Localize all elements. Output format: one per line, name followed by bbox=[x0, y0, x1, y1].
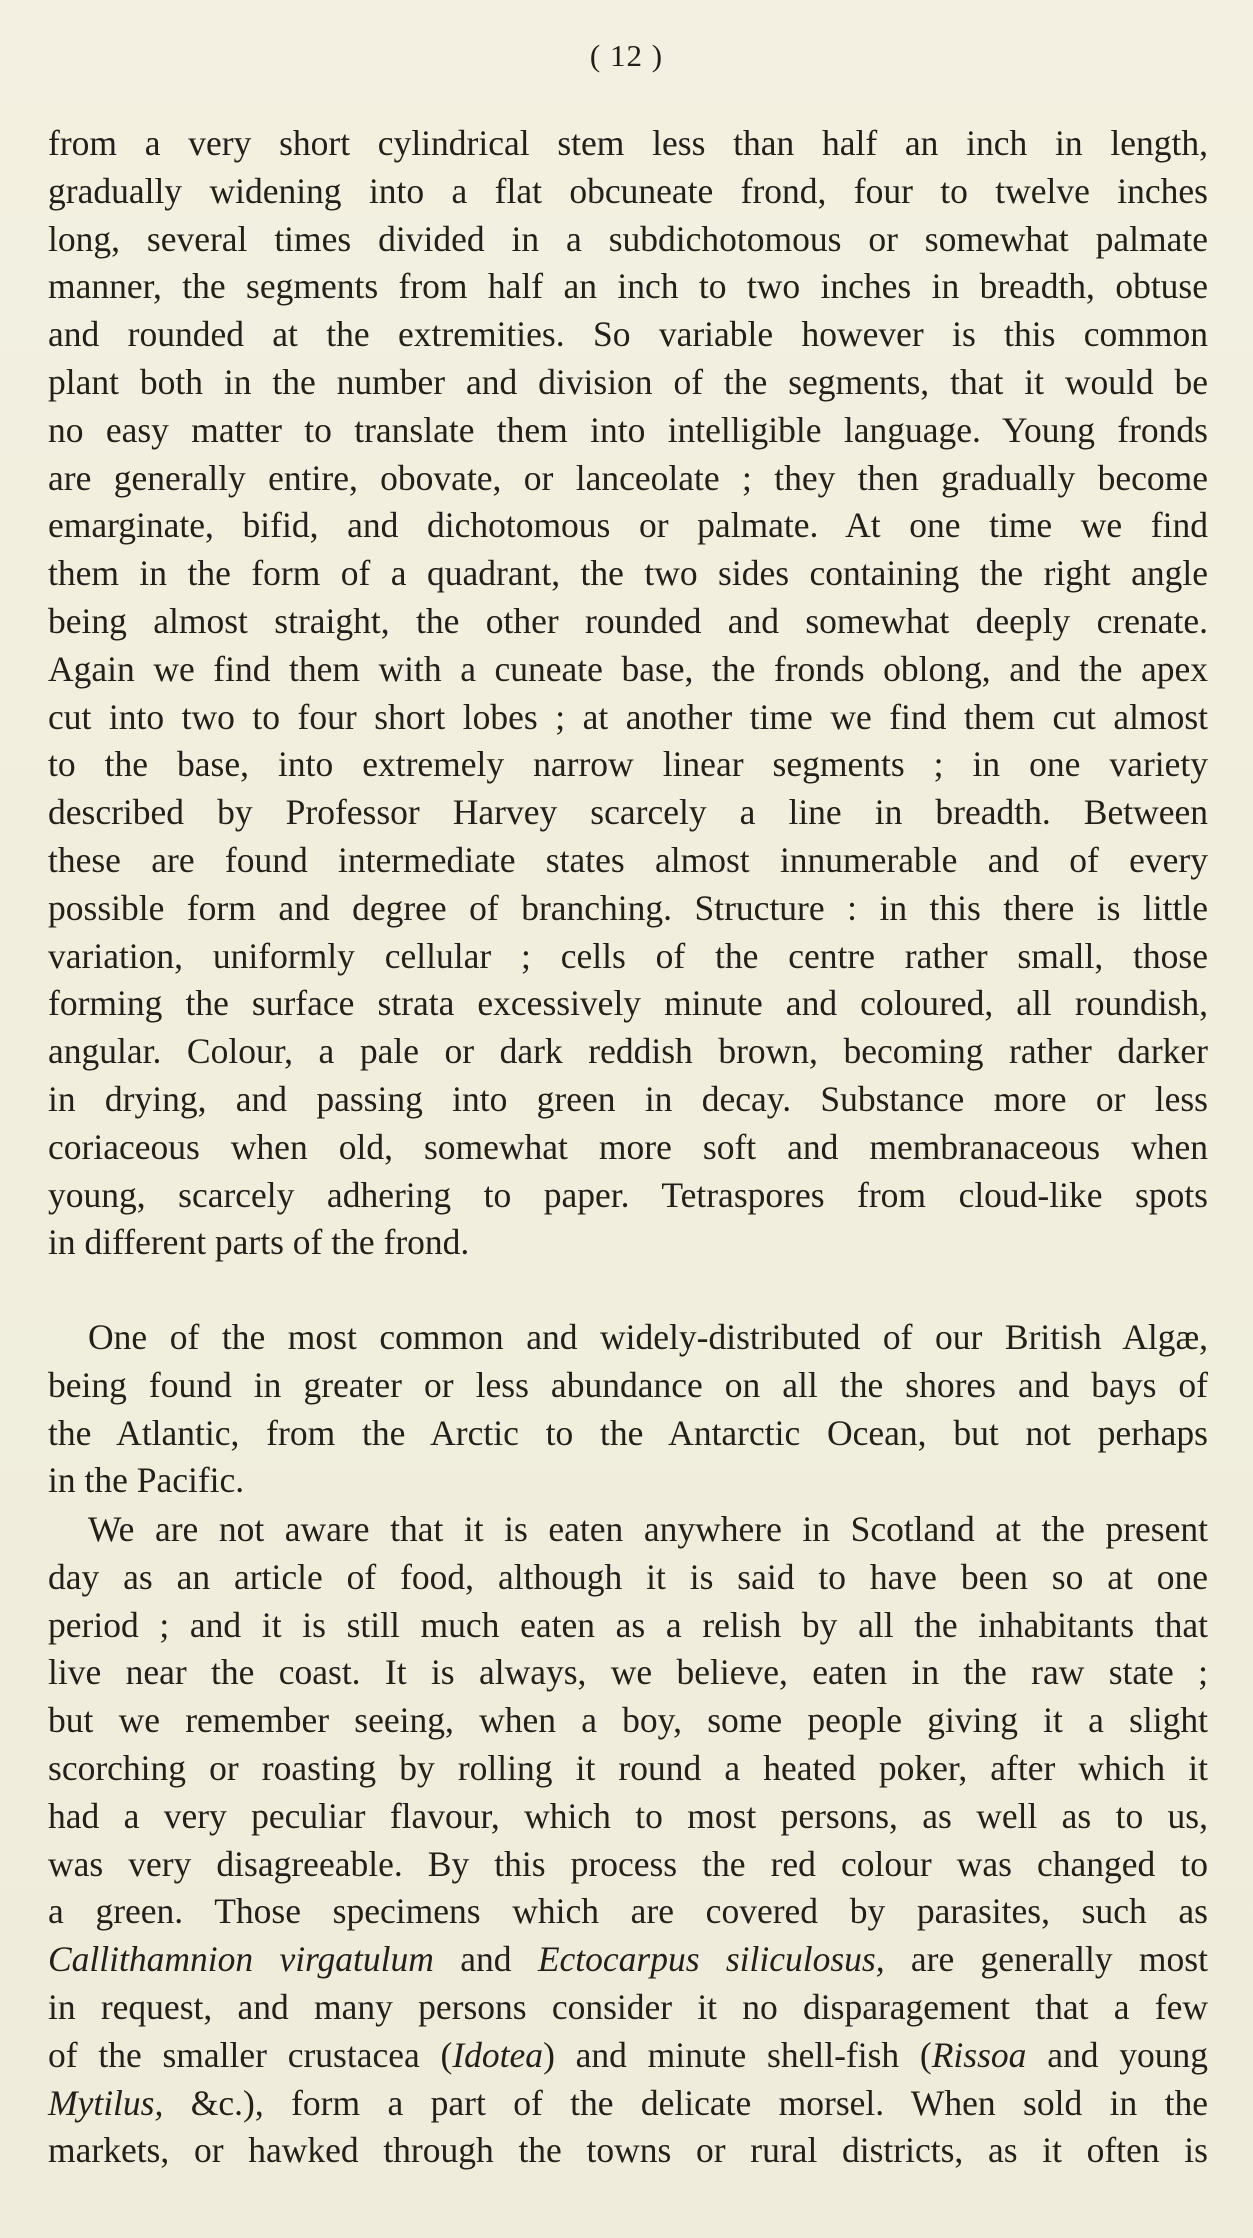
text-line: these are found intermediate states almost innumerable and of every bbox=[48, 839, 1208, 880]
text-line: them in the form of a quadrant, the two sides containing the right angle bbox=[48, 553, 1208, 594]
text-fragment: are generally most bbox=[884, 1939, 1208, 1980]
text-line: no easy matter to translate them into intelligible language. Young fronds bbox=[48, 409, 1208, 450]
text-fragment: ) and minute shell-fish ( bbox=[543, 2034, 932, 2075]
text-line: angular. Colour, a pale or dark reddish brown, becoming rather darker bbox=[48, 1031, 1208, 1072]
text-line-italic bbox=[48, 2032, 1208, 2080]
text-line: live near the coast. It is always, we believe, eaten in the raw state ; bbox=[48, 1652, 1208, 1693]
text-line: from a very short cylindrical stem less than half an inch in length, bbox=[48, 123, 1208, 163]
text-line: had a very peculiar flavour, which to most persons, as well as to us, bbox=[48, 1795, 1208, 1836]
text-line: We are not aware that it is eaten anywhere in Scotland at the present bbox=[88, 1509, 1208, 1549]
text-line: described by Professor Harvey scarcely a line in breadth. Between bbox=[48, 792, 1208, 833]
text-line: forming the surface strata excessively minute and coloured, all roundish, bbox=[48, 983, 1208, 1024]
text-line: coriaceous when old, somewhat more soft and membranaceous when bbox=[48, 1126, 1208, 1167]
text-line: cut into two to four short lobes ; at another time we find them cut almost bbox=[48, 696, 1208, 737]
text-line: One of the most common and widely-distributed of our British Algæ, bbox=[88, 1317, 1208, 1357]
text-line: the Atlantic, from the Arctic to the Antarctic Ocean, but not perhaps bbox=[48, 1412, 1208, 1453]
text-line: emarginate, bifid, and dichotomous or palmate. At one time we find bbox=[48, 505, 1208, 546]
text-line: in request, and many persons consider it no disparagement that a few bbox=[48, 1986, 1208, 2027]
text-line: period ; and it is still much eaten as a relish by all the inhabitants that bbox=[48, 1604, 1208, 1645]
text-fragment: &c.), form a part of the delicate morsel. When sold in the bbox=[163, 2082, 1208, 2123]
text-line: gradually widening into a flat obcuneate frond, four to twelve inches bbox=[48, 170, 1208, 211]
species-name: Mytilus, bbox=[48, 2082, 164, 2123]
text-line: to the base, into extremely narrow linear segments ; in one variety bbox=[48, 744, 1208, 785]
text-line: a green. Those specimens which are covered by parasites, such as bbox=[48, 1891, 1208, 1932]
text-line: in drying, and passing into green in decay. Substance more or less bbox=[48, 1078, 1208, 1119]
text-fragment: and bbox=[433, 1939, 538, 1980]
text-line: markets, or hawked through the towns or rural districts, as it often is bbox=[48, 2130, 1208, 2171]
text-line-italic bbox=[48, 1936, 1208, 1984]
text-fragment: of the smaller crustacea ( bbox=[48, 2034, 453, 2075]
text-line: manner, the segments from half an inch to two inches in breadth, obtuse bbox=[48, 266, 1208, 307]
text-line: Again we find them with a cuneate base, the fronds oblong, and the apex bbox=[48, 648, 1208, 689]
text-line: young, scarcely adhering to paper. Tetraspores from cloud-like spots bbox=[48, 1174, 1208, 1215]
species-name: Rissoa bbox=[931, 2034, 1027, 2075]
text-line: being found in greater or less abundance on all the shores and bays of bbox=[48, 1364, 1208, 1405]
species-name: Callithamnion virgatulum bbox=[48, 1939, 434, 1980]
text-line: in the Pacific. bbox=[48, 1460, 245, 1501]
text-fragment: and young bbox=[1026, 2034, 1208, 2075]
text-line-italic bbox=[48, 2080, 1208, 2128]
text-line: being almost straight, the other rounded and somewhat deeply crenate. bbox=[48, 600, 1208, 641]
text-line: long, several times divided in a subdichotomous or somewhat palmate bbox=[48, 218, 1208, 259]
text-line: are generally entire, obovate, or lanceolate ; they then gradually become bbox=[48, 457, 1208, 498]
text-line: variation, uniformly cellular ; cells of the centre rather small, those bbox=[48, 935, 1208, 976]
species-name: Ectocarpus siliculosus, bbox=[537, 1939, 885, 1980]
paragraph-description bbox=[48, 120, 1208, 1267]
paragraph-food-use bbox=[48, 1506, 1208, 2175]
text-line: day as an article of food, although it is said to have been so at one bbox=[48, 1556, 1208, 1597]
text-line: but we remember seeing, when a boy, some people giving it a slight bbox=[48, 1700, 1208, 1741]
text-line: and rounded at the extremities. So variable however is this common bbox=[48, 314, 1208, 355]
text-line: in different parts of the frond. bbox=[48, 1222, 470, 1263]
paragraph-distribution bbox=[48, 1314, 1208, 1505]
species-name: Idotea bbox=[452, 2034, 544, 2075]
text-line: possible form and degree of branching. Structure : in this there is little bbox=[48, 887, 1208, 928]
text-line: scorching or roasting by rolling it round a heated poker, after which it bbox=[48, 1747, 1208, 1788]
page-number: ( 12 ) bbox=[589, 38, 664, 73]
text-line: plant both in the number and division of the segments, that it would be bbox=[48, 361, 1208, 402]
text-line: was very disagreeable. By this process the red colour was changed to bbox=[48, 1843, 1208, 1884]
